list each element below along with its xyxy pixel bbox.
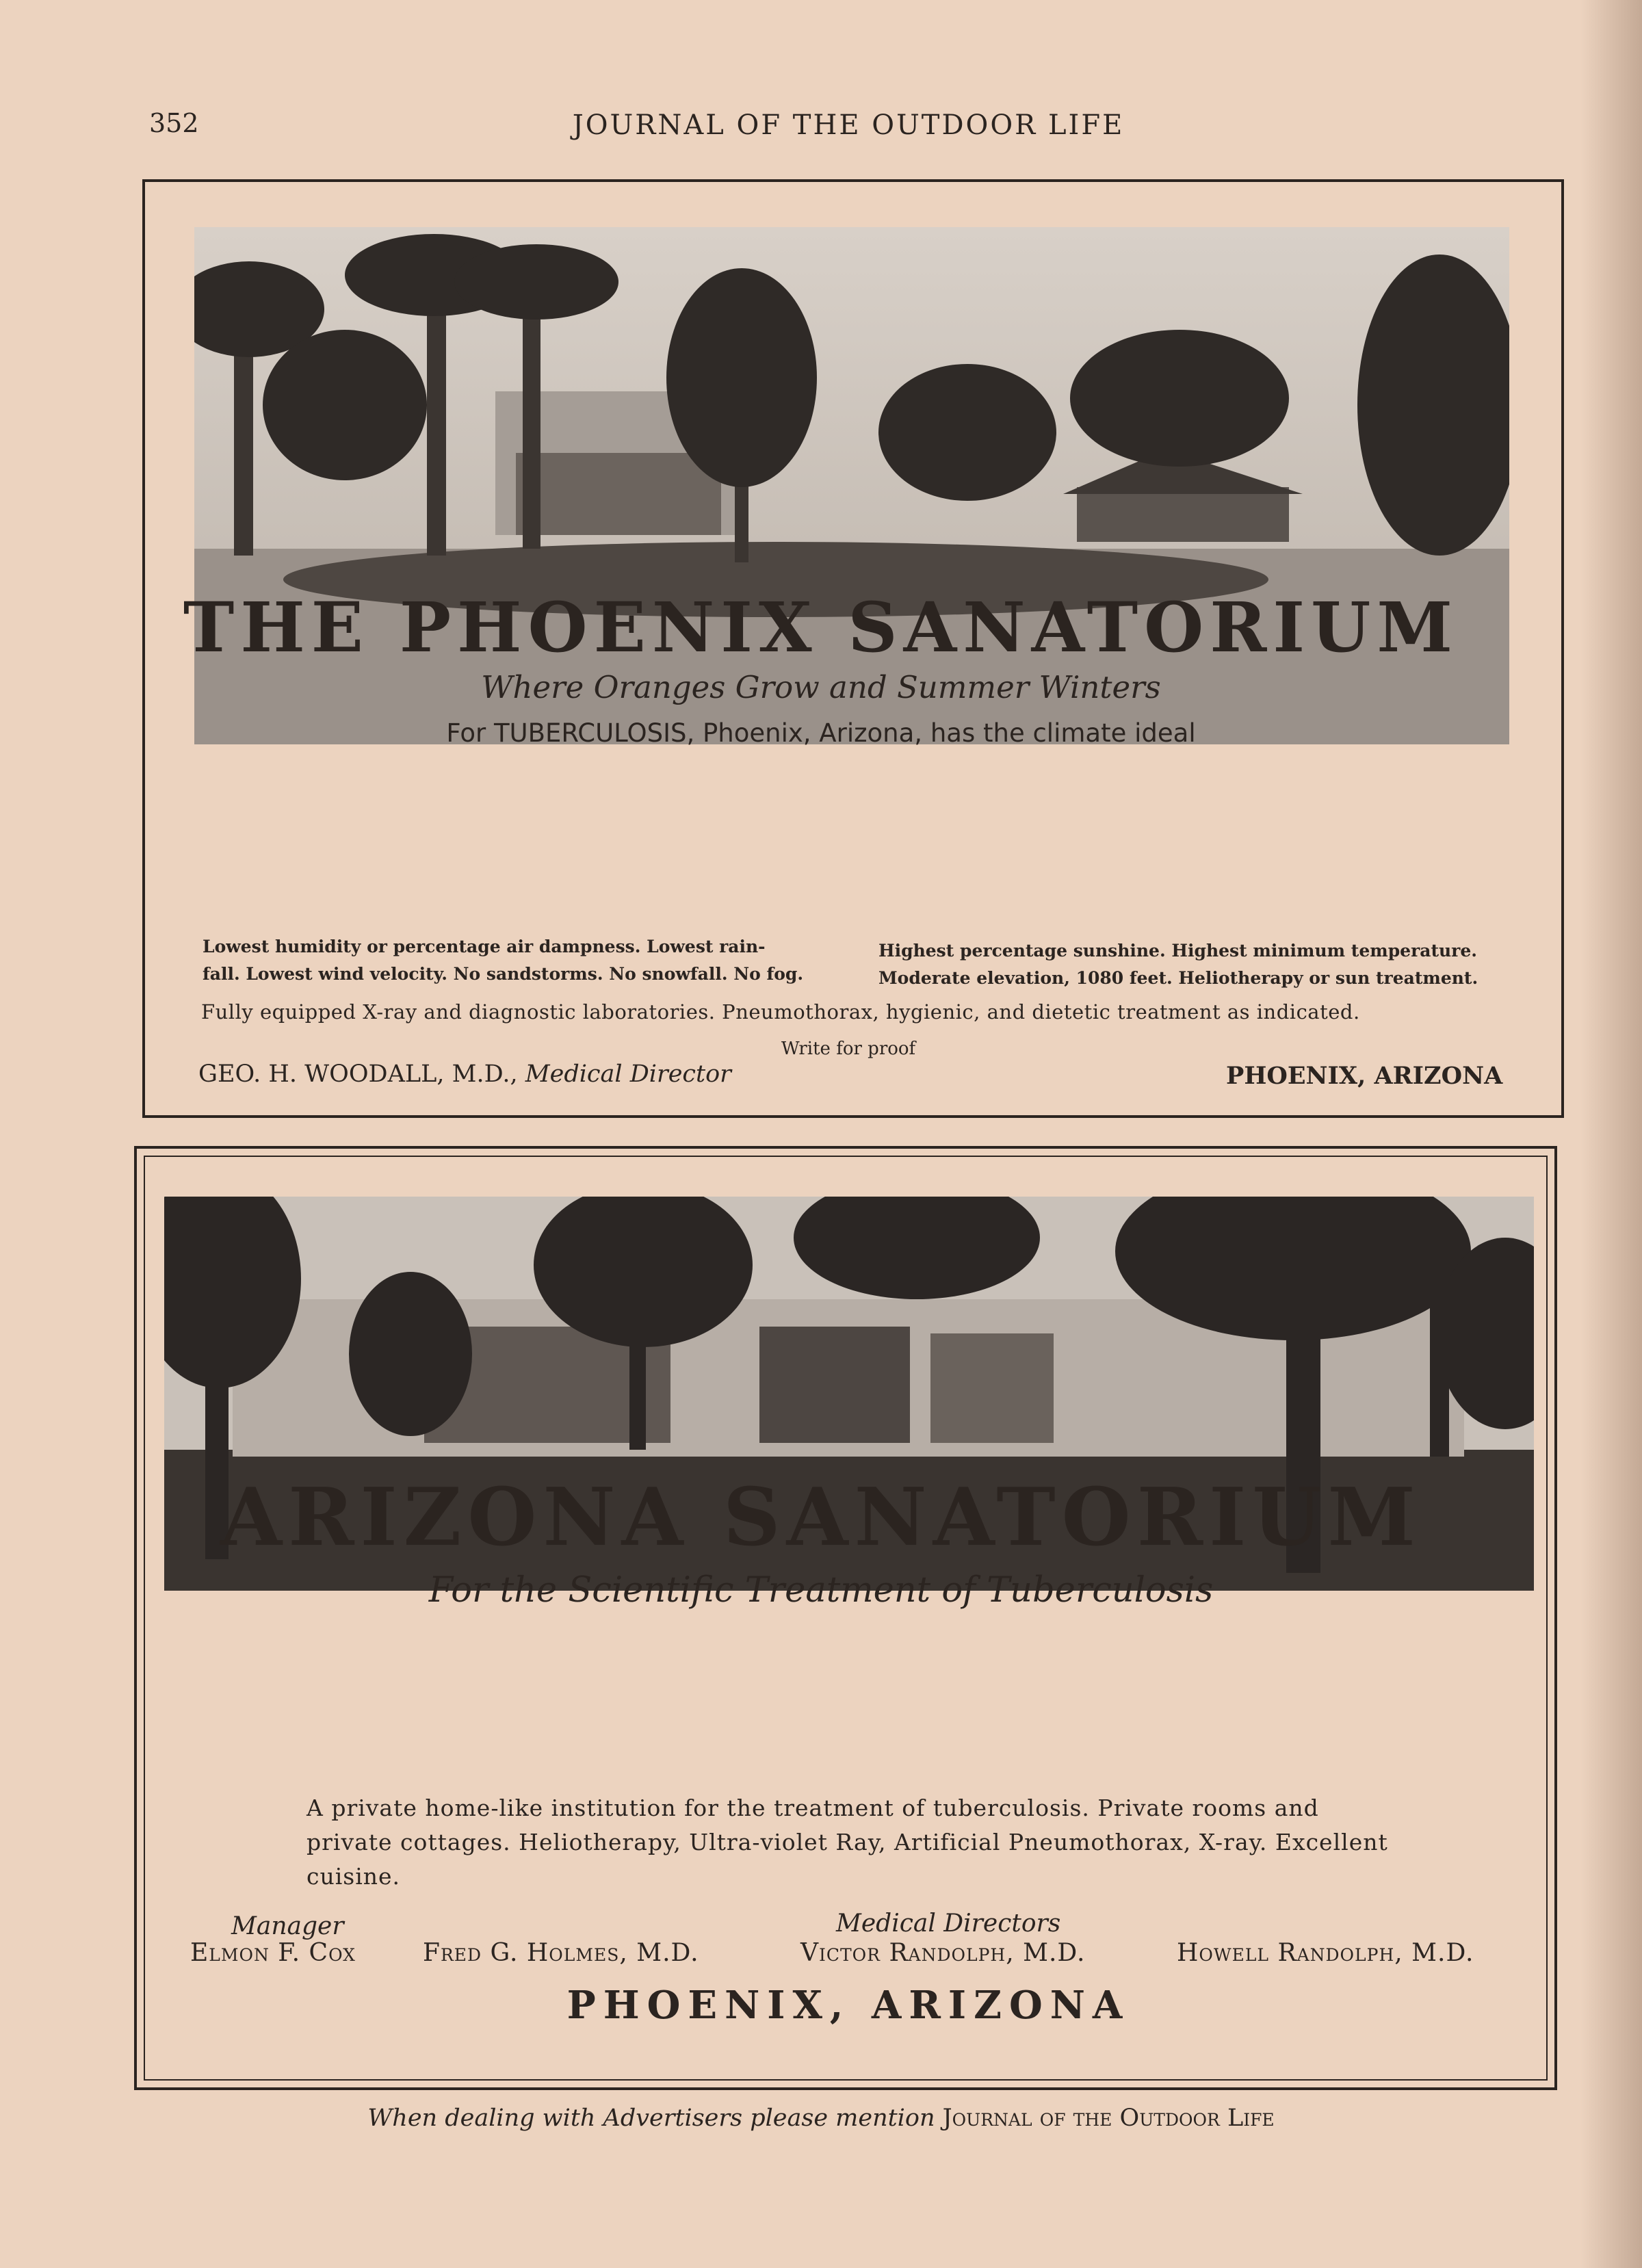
- advertiser-footer: [0, 2104, 1642, 2132]
- feature-line: Moderate elevation, 1080 feet. Heliotherapy or sun treatment.: [878, 968, 1478, 988]
- phoenix-equipment-line: Fully equipped X-ray and diagnostic laboratories. Pneumothorax, hygienic, and dietetic treatment as indicated.: [201, 1000, 1360, 1024]
- phoenix-right-features: [878, 937, 1522, 992]
- feature-line: fall. Lowest wind velocity. No sandstorms. No snowfall. No fog.: [203, 964, 804, 984]
- director-holmes: Fred G. Holmes, M.D.: [423, 1939, 699, 1967]
- director-title: Medical Director: [525, 1060, 731, 1088]
- footer-prefix: When dealing with Advertisers please mention: [367, 2104, 935, 2132]
- manager-name: Elmon F. Cox: [190, 1939, 356, 1967]
- phoenix-city: PHOENIX, ARIZONA: [1226, 1062, 1503, 1090]
- manager-label: Manager: [231, 1912, 344, 1940]
- arizona-ad-title: ARIZONA SANATORIUM: [220, 1471, 1422, 1564]
- arizona-ad-tagline: For the Scientific Treatment of Tuberculosis: [428, 1570, 1214, 1611]
- phoenix-director: [198, 1060, 731, 1088]
- director-name: GEO. H. WOODALL, M.D.,: [198, 1060, 518, 1088]
- phoenix-ad-title: THE PHOENIX SANATORIUM: [183, 587, 1459, 668]
- medical-directors-label: Medical Directors: [836, 1909, 1061, 1938]
- phoenix-ad-tagline: Where Oranges Grow and Summer Winters: [481, 669, 1161, 705]
- phoenix-ad-climate-line: For TUBERCULOSIS, Phoenix, Arizona, has the climate ideal: [446, 718, 1196, 748]
- phoenix-left-features: [203, 933, 846, 988]
- director-victor-randolph: Victor Randolph, M.D.: [800, 1939, 1086, 1967]
- page-edge-shadow: [1580, 0, 1642, 2268]
- running-head: JOURNAL OF THE OUTDOOR LIFE: [572, 109, 1125, 141]
- page-number: 352: [149, 108, 199, 138]
- feature-line: Lowest humidity or percentage air dampness. Lowest rain-: [203, 937, 766, 956]
- director-howell-randolph: Howell Randolph, M.D.: [1177, 1939, 1474, 1967]
- phoenix-proof-line: Write for proof: [781, 1039, 916, 1059]
- footer-journal-name: Journal of the Outdoor Life: [942, 2104, 1275, 2132]
- arizona-ad-description: A private home-like institution for the treatment of tuberculosis. Private rooms and private cottages. Heliotherapy, Ultra-violet Ray, Artificial Pneumothorax, X-ray. Excellent cuisine.: [307, 1795, 1388, 1890]
- feature-line: Highest percentage sunshine. Highest minimum temperature.: [878, 941, 1477, 961]
- arizona-city: PHOENIX, ARIZONA: [566, 1983, 1130, 2028]
